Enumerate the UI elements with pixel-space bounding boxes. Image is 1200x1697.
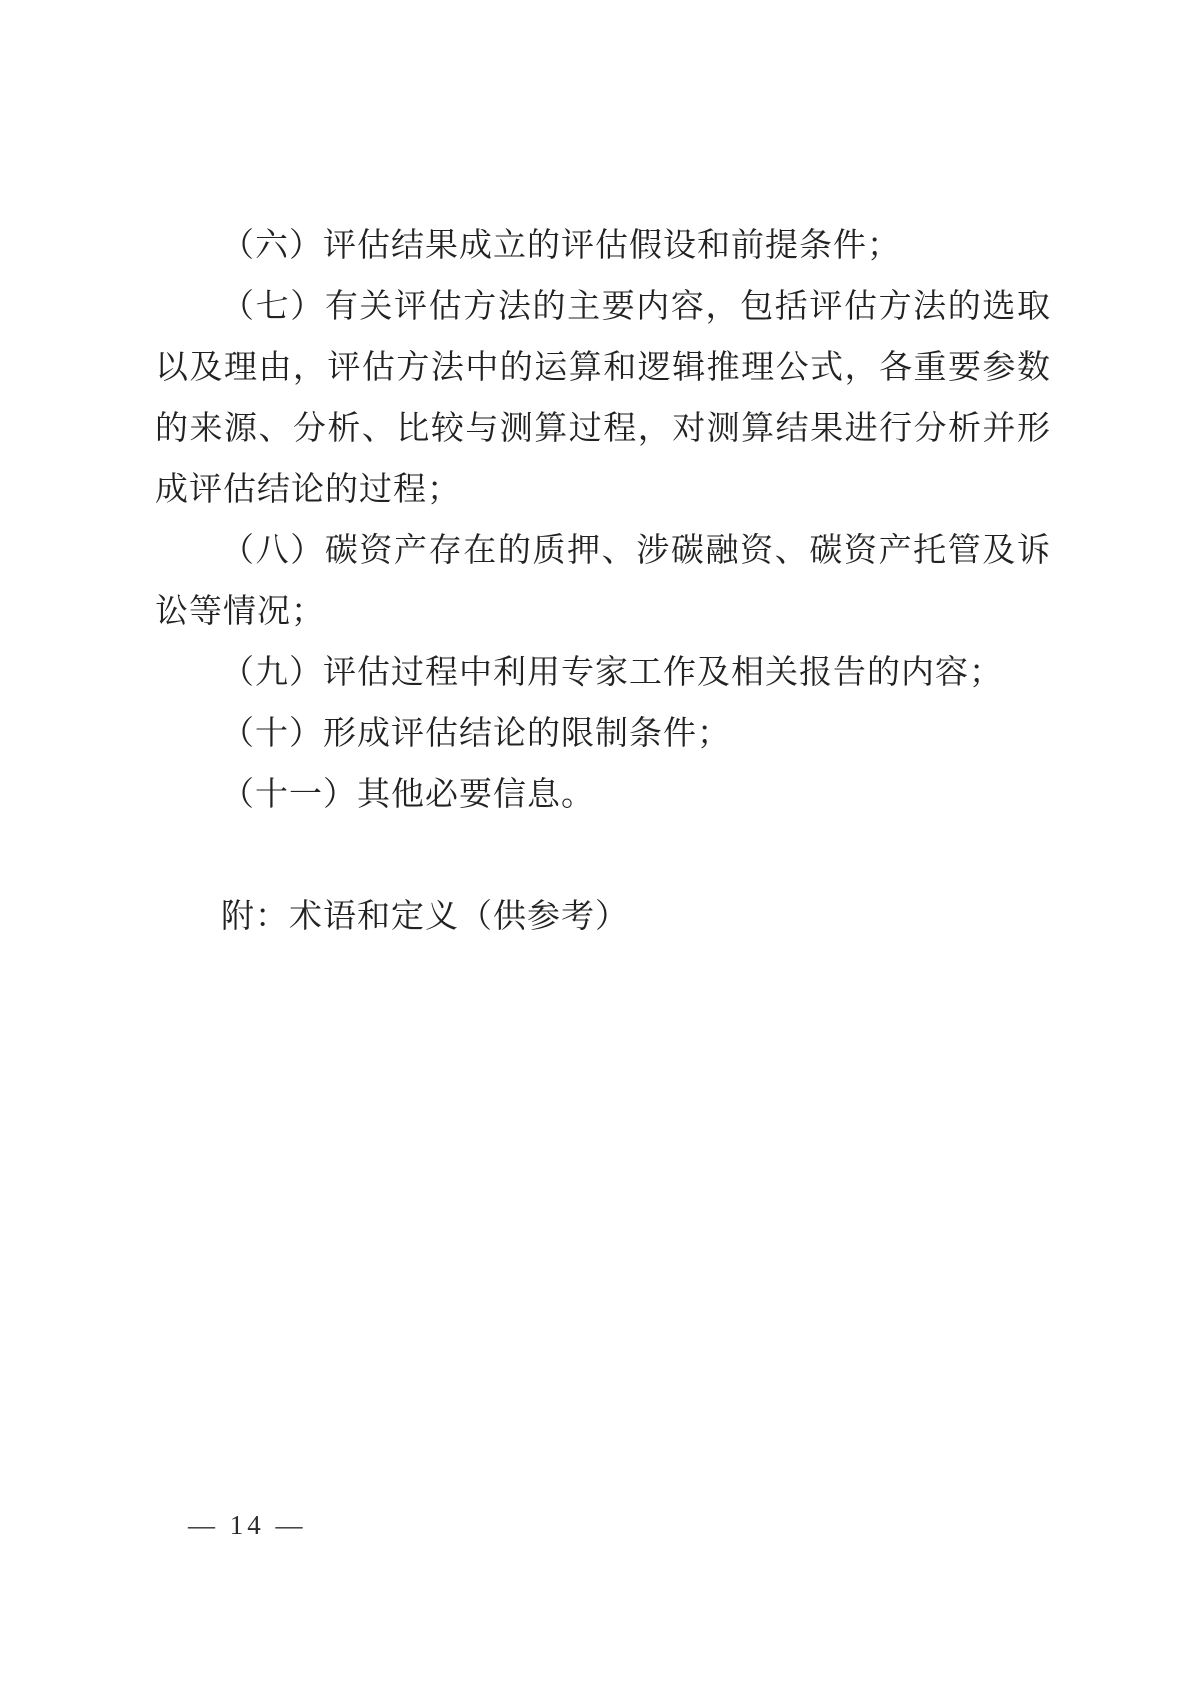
clause-7: （七）有关评估方法的主要内容，包括评估方法的选取以及理由，评估方法中的运算和逻辑推理公式，各重要参数的来源、分析、比较与测算过程，对测算结果进行分析并形成评估结论的过程； bbox=[155, 289, 1051, 508]
page-number: — 14 — bbox=[188, 1510, 307, 1540]
document-body bbox=[155, 216, 1051, 948]
clause-11: （十一）其他必要信息。 bbox=[221, 777, 595, 813]
clause-10: （十）形成评估结论的限制条件； bbox=[221, 716, 731, 752]
clause-6: （六）评估结果成立的评估假设和前提条件； bbox=[221, 228, 901, 264]
attachment-note: 附：术语和定义（供参考） bbox=[221, 899, 629, 935]
clause-8: （八）碳资产存在的质押、涉碳融资、碳资产托管及诉讼等情况； bbox=[155, 533, 1051, 630]
clause-9: （九）评估过程中利用专家工作及相关报告的内容； bbox=[221, 655, 1003, 691]
